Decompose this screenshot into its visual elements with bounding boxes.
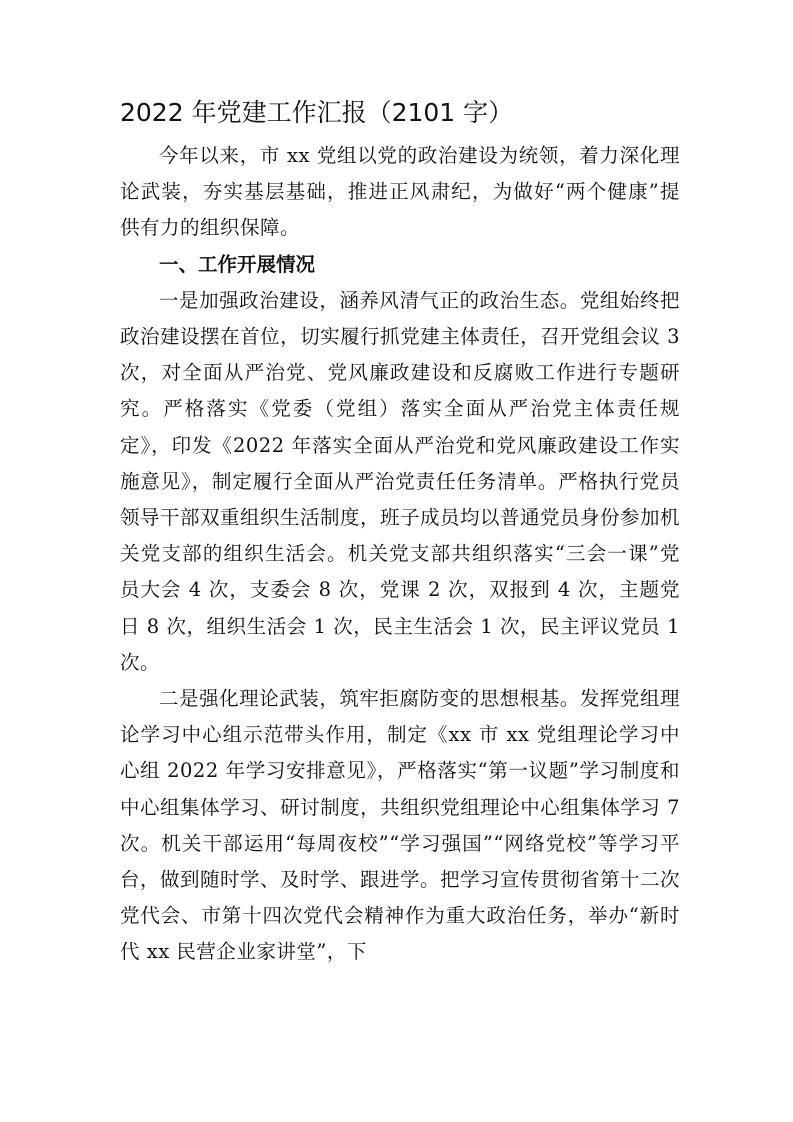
section-heading: 一、工作开展情况 [159, 252, 316, 276]
document-title: 2022 年党建工作汇报（2101 字） [120, 98, 514, 127]
intro-paragraph: 今年以来，市 xx 党组以党的政治建设为统领，着力深化理论武装，夯实基层基础，推进正风肃纪，为做好“两个健康”提供有力的组织保障。 [120, 144, 680, 240]
body-paragraph-theory-study: 二是强化理论武装，筑牢拒腐防变的思想根基。发挥党组理论学习中心组示范带头作用，制定《xx 市 xx 党组理论学习中心组 2022 年学习安排意见》，严格落实“第一议题”学习制度和中心组集体学习、研讨制度，共组织党组理论中心组集体学习 7 次。机关干部运用“每周夜校”“学习强国”“网络党校”等学习平台，做到随时学、及时学、跟进学。把学习宣传贯彻省第十二次党代会、市第十四次党代会精神作为重大政治任务，举办“新时代 xx 民营企业家讲堂”，下 [120, 687, 681, 964]
document-page [120, 88, 680, 971]
body-paragraph-political-building: 一是加强政治建设，涵养风清气正的政治生态。党组始终把政治建设摆在首位，切实履行抓党建主体责任，召开党组会议 3 次，对全面从严治党、党风廉政建设和反腐败工作进行专题研究。严格落实《党委（党组）落实全面从严治党主体责任规定》，印发《2022 年落实全面从严治党和党风廉政建设工作实施意见》，制定履行全面从严治党责任任务清单。严格执行党员领导干部双重组织生活制度，班子成员均以普通党员身份参加机关党支部的组织生活会。机关党支部共组织落实“三会一课”党员大会 4 次，支委会 8 次，党课 2 次，双报到 4 次，主题党日 8 次，组织生活会 1 次，民主生活会 1 次，民主评议党员 1 次。 [120, 288, 681, 674]
